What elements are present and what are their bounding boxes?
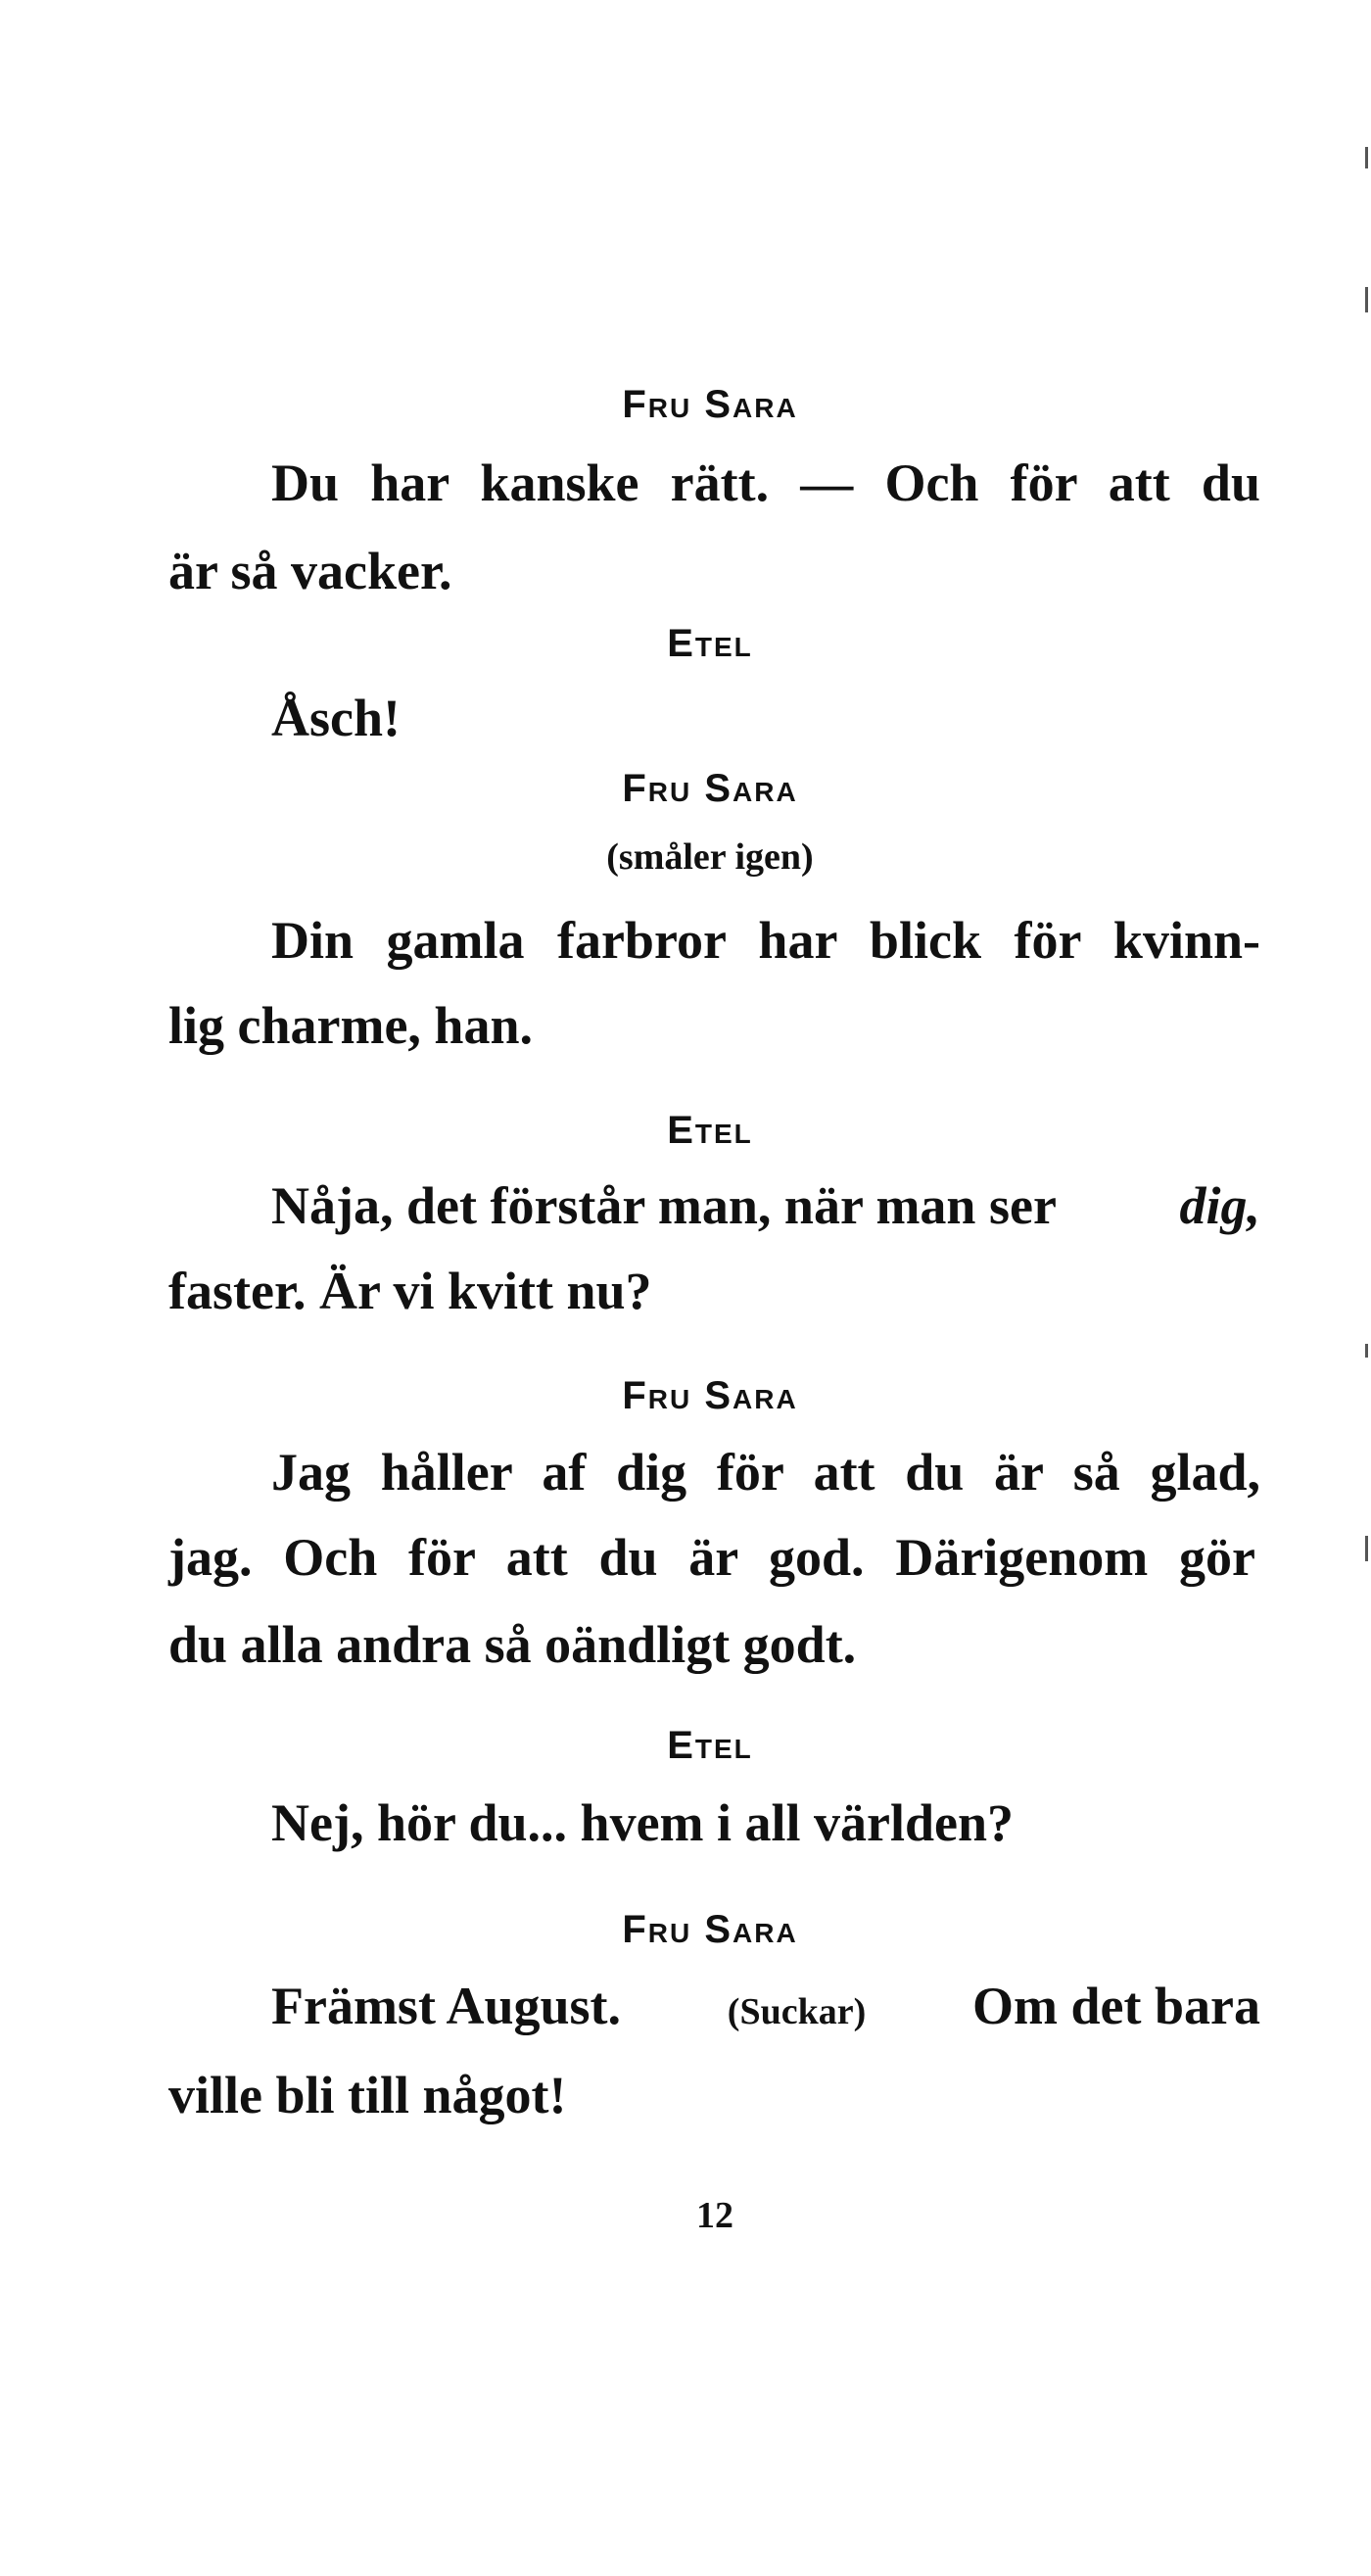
dialogue-line — [271, 1176, 1260, 1235]
dialogue-line: Åsch! — [271, 689, 401, 747]
dialogue-line: Jag håller af dig för att du är så glad, — [271, 1443, 1260, 1502]
dialogue-line: Din gamla farbror har blick för kvinn- — [271, 911, 1260, 970]
dialogue-text: Främst August. — [271, 1977, 622, 2035]
dialogue-line: Nej, hör du... hvem i all världen? — [271, 1793, 1015, 1852]
dialogue-line: faster. Är vi kvitt nu? — [168, 1262, 652, 1320]
speaker-name: Etel — [667, 1724, 753, 1767]
speaker-name: Fru Sara — [622, 1908, 798, 1951]
dialogue-text: Om det bara — [972, 1977, 1260, 2035]
stage-direction: (småler igen) — [606, 836, 814, 878]
dialogue-line: Du har kanske rätt. — Och för att du — [271, 453, 1260, 512]
dialogue-line: du alla andra så oändligt godt. — [168, 1615, 857, 1674]
emphasized-word: dig, — [1179, 1176, 1260, 1235]
dialogue-line: ville bli till något! — [168, 2066, 567, 2124]
margin-speck — [1365, 1344, 1368, 1358]
stage-direction: (Suckar) — [727, 1991, 867, 2032]
margin-speck — [1365, 147, 1368, 168]
dialogue-line: är så vacker. — [168, 542, 452, 600]
dialogue-line: lig charme, han. — [168, 996, 533, 1055]
speaker-name: Etel — [667, 622, 753, 665]
speaker-name: Fru Sara — [622, 383, 798, 426]
dialogue-text: Nåja, det förstår man, när man ser — [271, 1176, 1057, 1235]
margin-speck — [1365, 287, 1368, 312]
dialogue-line: jag. Och för att du är god. Därigenom gör — [168, 1528, 1255, 1587]
speaker-name: Fru Sara — [622, 767, 798, 810]
page-number: 12 — [696, 2195, 733, 2236]
dialogue-line — [271, 1977, 1260, 2035]
margin-speck — [1365, 1536, 1368, 1561]
speaker-name: Fru Sara — [622, 1374, 798, 1417]
speaker-name: Etel — [667, 1109, 753, 1152]
